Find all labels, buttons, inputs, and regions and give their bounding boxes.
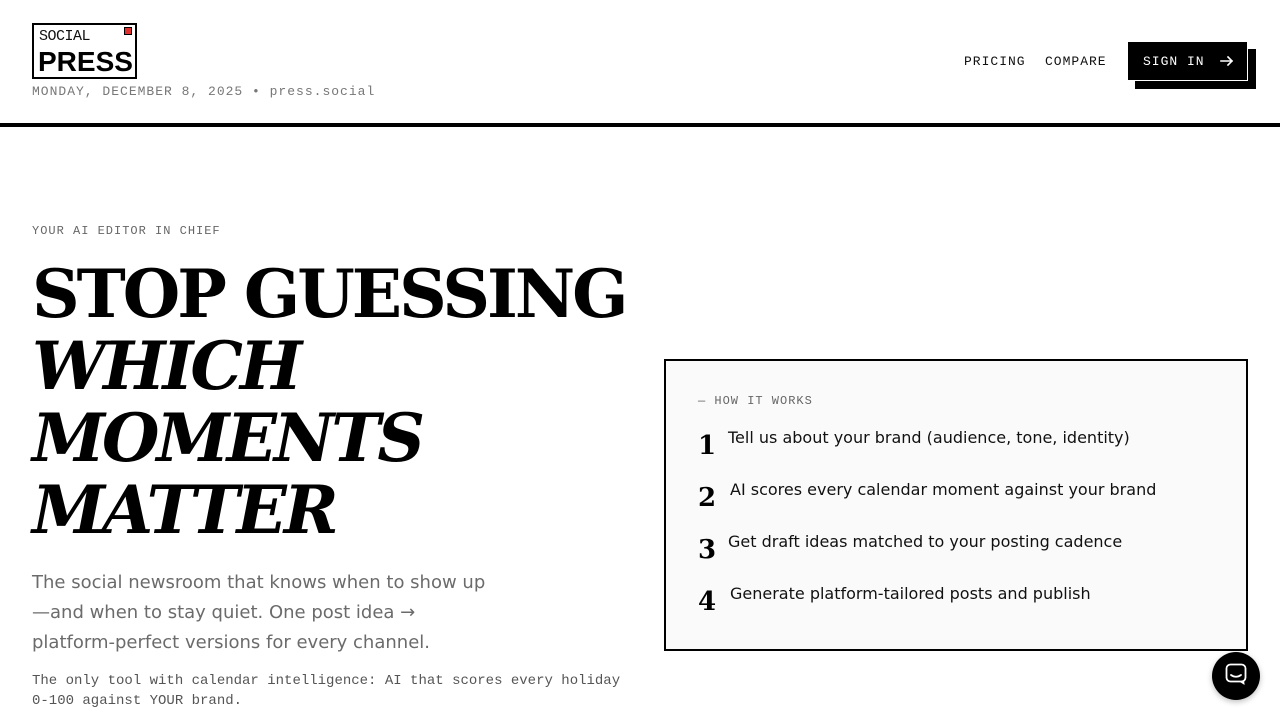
- headline-line-1: STOP GUESSING: [32, 255, 626, 333]
- step-number: 1: [698, 431, 717, 461]
- chat-icon: [1224, 662, 1248, 691]
- headline-line-4: MATTER: [32, 471, 336, 549]
- nav-compare-link[interactable]: COMPARE: [1045, 54, 1107, 69]
- step-text: Get draft ideas matched to your posting cadence: [728, 532, 1123, 551]
- step-number: 2: [698, 483, 717, 513]
- logo-badge-icon: [125, 28, 131, 34]
- how-it-works-eyebrow: — HOW IT WORKS: [698, 394, 813, 408]
- step-text: Generate platform-tailored posts and publish: [730, 584, 1091, 603]
- signin-label: SIGN IN: [1143, 53, 1205, 69]
- arrow-right-icon: [1219, 53, 1235, 69]
- headline-line-3: MOMENTS: [32, 399, 423, 477]
- chat-launcher-button[interactable]: [1212, 652, 1260, 700]
- logo-text-top: SOCIAL: [39, 28, 91, 45]
- step-text: AI scores every calendar moment against your brand: [730, 480, 1157, 499]
- logo[interactable]: [32, 23, 137, 79]
- nav-pricing-link[interactable]: PRICING: [964, 54, 1026, 69]
- step-2: [698, 479, 1156, 513]
- hero-lede: The social newsroom that knows when to show up—and when to stay quiet. One post idea → platform-perfect versions for every channel.: [32, 572, 486, 653]
- hero-note: The only tool with calendar intelligence: AI that scores every holiday 0-100 against YOUR brand.: [32, 673, 621, 709]
- step-number: 3: [698, 535, 717, 565]
- signin-button[interactable]: [1127, 41, 1248, 81]
- step-1: [698, 427, 1130, 461]
- step-3: [698, 531, 1122, 565]
- site-header: [0, 0, 1280, 127]
- hero-eyebrow: YOUR AI EDITOR IN CHIEF: [32, 224, 221, 238]
- how-it-works-card: [664, 359, 1248, 651]
- hero-headline: [32, 254, 632, 549]
- dateline: MONDAY, DECEMBER 8, 2025 • press.social: [32, 84, 376, 99]
- headline-line-2: WHICH: [32, 327, 300, 405]
- step-text: Tell us about your brand (audience, tone, identity): [728, 428, 1130, 447]
- step-number: 4: [698, 587, 717, 617]
- step-4: [698, 583, 1091, 617]
- logo-text-bottom: PRESS: [38, 46, 133, 77]
